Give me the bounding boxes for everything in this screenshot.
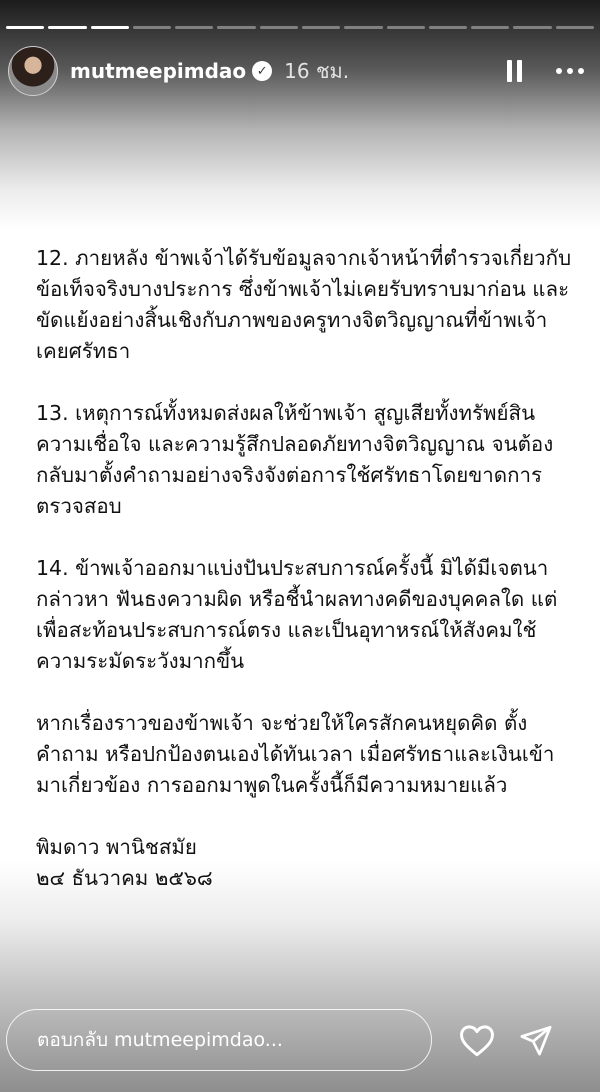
signature bbox=[36, 832, 576, 894]
progress-segment bbox=[556, 26, 594, 29]
pause-icon[interactable] bbox=[507, 60, 522, 82]
paragraph-14: 14. ข้าพเจ้าออกมาแบ่งปันประสบการณ์ครั้งนี้ มิได้มีเจตนา กล่าวหา ฟันธงความผิด หรือชี้นำผลทางคดีของบุคคลใด แต่ เพื่อสะท้อนประสบการณ์ตรง และเป็นอุทาหรณ์ให้สังคมใช้ ความระมัดระวังมากขึ้น bbox=[36, 556, 558, 673]
progress-segment bbox=[429, 26, 467, 29]
story-progress-bar bbox=[6, 26, 594, 29]
progress-segment bbox=[91, 26, 129, 29]
story-text-content bbox=[36, 243, 576, 894]
more-options-icon[interactable] bbox=[556, 68, 584, 74]
story-header bbox=[8, 46, 584, 96]
progress-segment bbox=[175, 26, 213, 29]
progress-segment bbox=[471, 26, 509, 29]
signature-date: ๒๔ ธันวาคม ๒๕๖๘ bbox=[36, 866, 213, 890]
username[interactable]: mutmeepimdao bbox=[70, 59, 247, 83]
progress-segment bbox=[133, 26, 171, 29]
signature-name: พิมดาว พานิชสมัย bbox=[36, 835, 197, 859]
progress-segment bbox=[513, 26, 551, 29]
progress-segment bbox=[6, 26, 44, 29]
heart-icon[interactable] bbox=[458, 1023, 496, 1057]
progress-segment bbox=[344, 26, 382, 29]
progress-segment bbox=[217, 26, 255, 29]
reply-placeholder: ตอบกลับ mutmeepimdao... bbox=[37, 1029, 283, 1051]
progress-segment bbox=[260, 26, 298, 29]
send-icon[interactable] bbox=[518, 1023, 554, 1057]
story-footer bbox=[6, 1008, 584, 1072]
closing-paragraph: หากเรื่องราวของข้าพเจ้า จะช่วยให้ใครสักคนหยุดคิด ตั้ง คำถาม หรือปกป้องตนเองได้ทันเวลา เมื่อศรัทธาและเงินเข้า มาเกี่ยวข้อง การออกมาพูดในครั้งนี้ก็มีความหมายแล้ว bbox=[36, 711, 555, 797]
progress-segment bbox=[387, 26, 425, 29]
post-time: 16 ชม. bbox=[284, 59, 350, 83]
progress-segment bbox=[302, 26, 340, 29]
verified-badge-icon: ✓ bbox=[252, 61, 272, 81]
paragraph-12: 12. ภายหลัง ข้าพเจ้าได้รับข้อมูลจากเจ้าหน้าที่ตำรวจเกี่ยวกับ ข้อเท็จจริงบางประการ ซึ่งข้าพเจ้าไม่เคยรับทราบมาก่อน และ ขัดแย้งอย่างสิ้นเชิงกับภาพของครูทางจิตวิญญาณที่ข้าพเจ้า เคยศรัทธา bbox=[36, 246, 572, 363]
paragraph-13: 13. เหตุการณ์ทั้งหมดส่งผลให้ข้าพเจ้า สูญเสียทั้งทรัพย์สิน ความเชื่อใจ และความรู้สึกปลอดภัยทางจิตวิญญาณ จนต้อง กลับมาตั้งคำถามอย่างจริงจังต่อการใช้ศรัทธาโดยขาดการ ตรวจสอบ bbox=[36, 401, 554, 518]
avatar[interactable] bbox=[8, 46, 58, 96]
progress-segment bbox=[48, 26, 86, 29]
reply-input[interactable] bbox=[6, 1009, 432, 1071]
